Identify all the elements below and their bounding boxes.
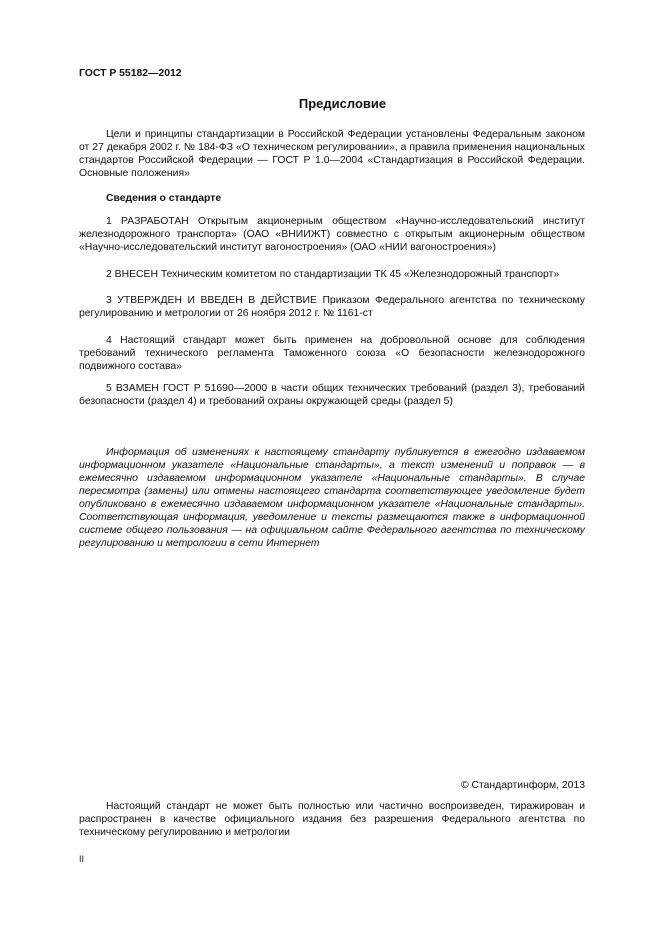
item-5 [79,382,585,408]
page-title: Предисловие [298,96,387,111]
item-text: 5 ВЗАМЕН ГОСТ Р 51690—2000 в части общих технических требований (раздел 3), требований безопасности (раздел 4) и требований охраны окружающей среды (раздел 5) [79,383,585,407]
item-2 [79,268,585,281]
info-note-text: Информация об изменениях к настоящему стандарту публикуется в ежегодно издаваемом информационном указателе «Национальные стандарты», а текст изменений и поправок — в ежемесячно издаваемом информационном указателе «Национальные стандарты». В случае пересмотра (замены) или отмены настоящего стандарта соответствующее уведомление будет опубликовано в ежемесячно издаваемом информационном указателе «Национальные стандарты». Соответствующая информация, уведомление и тексты размещаются также в информационной системе общего пользования — на официальном сайте Федерального агентства по техническому регулированию и метрологии в сети Интернет [79,447,585,549]
page-number: II [79,854,85,864]
reproduction-notice-text: Настоящий стандарт не может быть полностью или частично воспроизведен, тиражирован и распространен в качестве официального издания без разрешения Федерального агентства по техническому регулированию и метрологии [79,801,585,838]
item-4 [79,334,585,373]
intro-paragraph [79,128,585,180]
item-text: 4 Настоящий стандарт может быть применен на добровольной основе для соблюдения требований технического регламента Таможенного союза «О безопасности железнодорожного подвижного состава» [79,335,585,372]
info-note [79,446,585,550]
item-text: 1 РАЗРАБОТАН Открытым акционерным обществом «Научно-исследовательский институт железнодорожного транспорта» (ОАО «ВНИИЖТ) совместно с открытым акционерным обществом «Научно-исследовательский институт вагоностроения» (ОАО «НИИ вагоностроения») [79,216,585,253]
copyright: © Стандартинформ, 2013 [460,780,585,791]
item-1 [79,215,585,254]
section-title: Сведения о стандарте [106,193,222,204]
reproduction-notice [79,800,585,839]
intro-text: Цели и принципы стандартизации в Российской Федерации установлены Федеральным законом от 27 декабря 2002 г. № 184-ФЗ «О техническом регулировании», а правила применения национальных стандартов Российской Федерации — ГОСТ Р 1.0—2004 «Стандартизация в Российской Федерации. Основные положения» [79,129,585,179]
standard-code: ГОСТ Р 55182—2012 [79,68,182,79]
item-3 [79,294,585,320]
item-text: 2 ВНЕСЕН Техническим комитетом по стандартизации ТК 45 «Железнодорожный транспорт» [106,269,560,280]
item-text: 3 УТВЕРЖДЕН И ВВЕДЕН В ДЕЙСТВИЕ Приказом Федерального агентства по техническому регулированию и метрологии от 26 ноября 2012 г. № 1161-ст [79,295,585,319]
